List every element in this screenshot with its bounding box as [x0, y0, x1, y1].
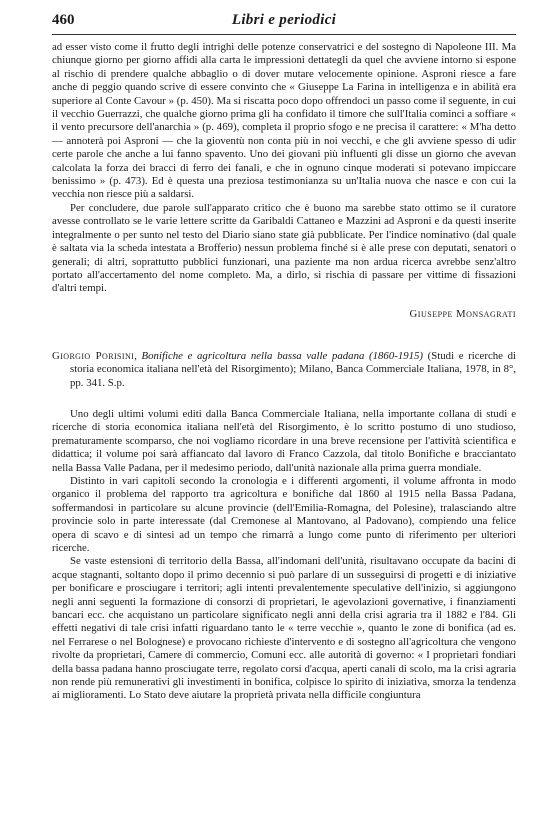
review-2-citation: Giorgio Porisini, Bonifiche e agricoltura nella bassa valle padana (1860-1915) (Studi e ricerche di storia economica italiana nell'età del Risorgimento); Milano, Banca Commerciale Italiana, 1978, in 8°, pp. 341. S.p.: [52, 349, 516, 389]
review-2-body: [52, 408, 516, 703]
review-1-paragraph: Per concludere, due parole sull'apparato critico che è buono ma sarebbe stato ottimo se il curatore avesse controllato se le varie lettere scritte da Garibaldi Cattaneo e Mazzini ad Asproni e da questi inserite integralmente o per sunto nel testo del Diario siano state già pubblicate. Per l'indice nominativo (dal quale è saltata via la scheda intestata a Brofferio) nessun problema finché si è alle prese con deputati, senatori o generali; di altri, soprattutto pubblici funzionari, una paziente ma non ardua ricerca avrebbe senz'altro portato all'accertamento del nome completo. Ma, a dirlo, si rischia di passare per vittime di fissazioni d'altri tempi.: [52, 201, 516, 295]
review-2-paragraph: Uno degli ultimi volumi editi dalla Banca Commerciale Italiana, nella importante collana di studi e ricerche di storia economica italiana nell'età del Risorgimento, è lo scritto postumo di uno studioso, prematuramente scomparso, che noi vogliamo ricordare in una breve recensione per l'attività scientifica e didattica; il volume poi sarà affiancato dal lavoro di Franco Cazzola, dal titolo Bonifiche e bracciantato nella Bassa Valle Padana, per il medesimo periodo, dall'unità nazionale alla prima guerra mondiale.: [52, 407, 516, 474]
review-2-book-title: Bonifiche e agricoltura nella bassa valle padana (1860-1915): [141, 349, 424, 362]
review-1-paragraph: ad esser visto come il frutto degli intrighi delle potenze conservatrici e del sostegno di Napoleone III. Ma chiunque giorno per giorno affidi alla carta le impressioni dettategli da quel che avviene intorno si espone al rischio di prendere qualche abbaglio o di dover mutare velocemente opinione. Asproni riesce a fare anche di peggio quando scrive di essere convinto che « Giuseppe La Farina in intelligenza e in abilità era superiore al Conte Cavour » (p. 450). Ma si riscatta poco dopo offrendoci un passo come il seguente, in cui il vecchio Guerrazzi, che qualche giorno prima gli ha confidato il timore che sull'Italia cominci a soffiare « il vento precursore dell'anarchia » (p. 469), completa il proprio sfogo e ne precisa il carattere: « M'ha detto — annoterà poi Asproni — che la gioventù non conta più in noi vecchi, e che gli avviene spesso di udir certe parole che anche a lui fanno spavento. Uno dei giovani più influenti gli disse un giorno che avevan calcolata la forza dei bracci di ferro dei fanali, e che in ognuno cinque moderati si potevano impiccare benissimo » (p. 473). Ed è questa una preziosa testimonianza su un'Italia nuova che nasce e con cui la vecchia non riesce più a saldarsi.: [52, 41, 516, 201]
review-2-book-details: (Studi e ricerche di storia economica italiana nell'età del Risorgimento); Milano, Banca Commerciale Italiana, 1978, in 8°, pp. 341. S.p.: [70, 349, 516, 389]
page-number: 460: [52, 12, 75, 28]
review-1-body: [52, 41, 516, 320]
review-2-paragraph: Se vaste estensioni di territorio della Bassa, all'indomani dell'unità, risultavano occupate da bacini di acque stagnanti, soltanto dopo il primo decennio si può parlare di un susseguirsi di progetti e di iniziative per bonificare e prosciugare i territori; agli intenti prevalentemente speculative dell'inizio, si aggiungono negli anni seguenti la formazione di consorzi di proprietari, le agevolazioni governative, i finanziamenti bancari ecc. che acquistano un particolare significato negli anni della crisi agraria tra il 1882 e l'84. Gli effetti negativi di tale crisi infatti riguardano tanto le « terre vecchie », quanto le zone di bonifica (ad es. nel Ferrarese o nel Bolognese) e provocano richieste d'intervento e di sostegno all'agricoltura che vengono rivolte da proprietari, Camere di commercio, Comuni ecc. alle autorità di governo: « I proprietari fondiari della bassa padana hanno prosciugate terre, regolato corsi d'acqua, aperti canali di scolo, ma la crisi agraria non rende più remunerativi gli investimenti in bonifica, colpisce lo spirito di iniziativa, smorza la tendenza ai miglioramenti. Lo Stato deve aiutare la proprietà privata nella difficile congiuntura: [52, 555, 516, 702]
review-2-paragraph: Distinto in vari capitoli secondo la cronologia e i differenti argomenti, il volume affronta in modo organico il problema del rapporto tra agricoltura e bonifiche dal 1860 al 1915 nella Bassa Padana, soffermandosi in particolare su alcune provincie (dell'Emilia-Romagna, del Polesine), tralasciando altre provincie solo in parte interessate (dal Cremonese al Mantovano, al Padovano), compiendo una felice opera di scavo e di sintesi ad un tempo che rimarrà a lungo come punto di riferimento per ulteriori ricerche.: [52, 474, 516, 554]
running-title: Libri e periodici: [231, 12, 337, 28]
review-2-author: Giorgio Porisini: [52, 349, 135, 362]
review-1-signature: Giuseppe Monsagrati: [409, 307, 516, 320]
page-header: [52, 12, 516, 35]
